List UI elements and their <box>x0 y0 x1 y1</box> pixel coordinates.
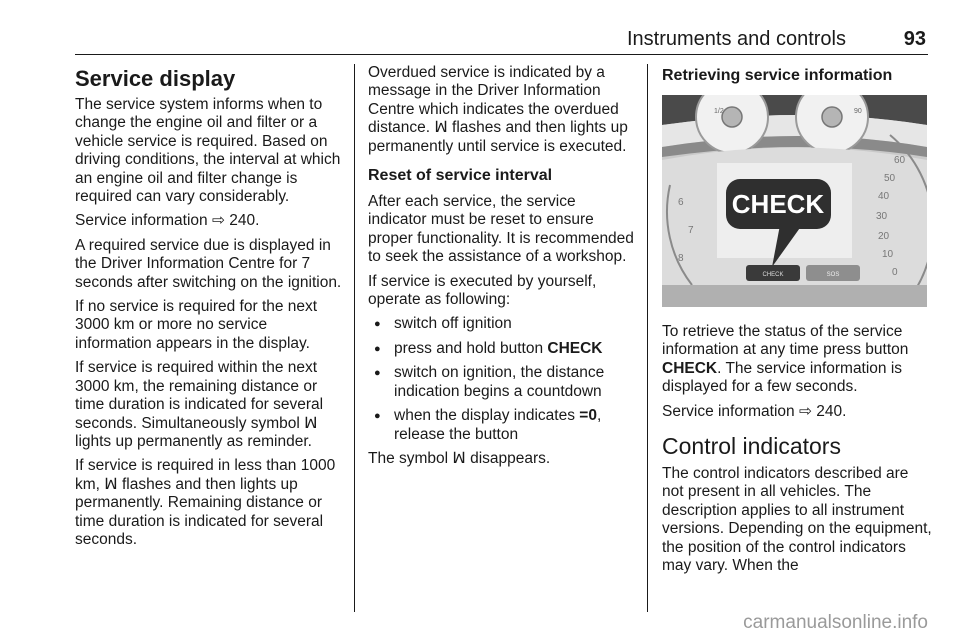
paragraph: Overdued service is indicated by a message in the Driver Information Centre which indicates the overdued distance. ꟽ flashes and then lights up permanently until service is executed. <box>368 64 628 155</box>
rpm-tick: 8 <box>678 253 684 264</box>
watermark: carmanualsonline.info <box>743 612 928 633</box>
column-divider <box>354 64 355 612</box>
page-number: 93 <box>903 28 926 50</box>
list-item: ● switch on ignition, the distance indication begins a countdown <box>368 364 638 401</box>
speed-tick: 40 <box>878 191 890 202</box>
page-header <box>75 24 928 55</box>
check-callout-label: CHECK <box>731 189 825 219</box>
speed-tick: 10 <box>882 249 894 260</box>
speed-tick: 0 <box>892 267 898 278</box>
subheading-retrieving-service-information: Retrieving service information <box>662 67 893 84</box>
section-heading-control-indicators: Control indicators <box>662 433 841 460</box>
sos-button-label: SOS <box>826 272 840 278</box>
speed-tick: 50 <box>884 173 896 184</box>
steps-list <box>368 315 638 443</box>
gauge-label: 90 <box>854 108 862 115</box>
rpm-tick: 6 <box>678 197 684 208</box>
gauge-label: 1/2 <box>714 108 724 115</box>
header-title: Instruments and controls <box>627 28 846 50</box>
paragraph: The service system informs when to change the engine oil and filter or a vehicle service is required. Based on driving conditions, the interval at which an engine oil and filter change is required can vary considerably. <box>75 96 341 206</box>
paragraph: A required service due is displayed in the Driver Information Centre for 7 seconds after switching on the ignition. <box>75 236 342 291</box>
instrument-cluster-illustration <box>662 95 927 307</box>
paragraph: To retrieve the status of the service information at any time press button CHECK. The service information is displayed for a few seconds. <box>662 323 909 396</box>
paragraph: If service is required in less than 1000 km, ꟽ flashes and then lights up permanently. Remaining distance or time duration is indicated for several seconds. <box>75 457 336 548</box>
paragraph: The control indicators described are not present in all vehicles. The description applies to all instrument versions. Depending on the equipment, the position of the control indicators may vary. When the <box>662 465 932 575</box>
paragraph: If service is executed by yourself, operate as following: <box>368 272 597 309</box>
subheading-reset-service-interval: Reset of service interval <box>368 167 553 185</box>
paragraph: The symbol ꟽ disappears. <box>368 449 551 467</box>
rpm-tick: 7 <box>688 225 694 236</box>
speed-tick: 30 <box>876 211 888 222</box>
column-3 <box>662 64 932 581</box>
speed-tick: 20 <box>878 231 890 242</box>
section-heading-service-display: Service display <box>75 66 236 91</box>
list-item: ● press and hold button CHECK <box>368 340 638 358</box>
column-divider <box>647 64 648 612</box>
paragraph: If no service is required for the next 3000 km or more no service information appears in the display. <box>75 298 318 352</box>
cross-reference: Service information ⇨ 240. <box>662 402 847 420</box>
paragraph: After each service, the service indicator must be reset to ensure proper functionality. It is recommended to seek the assistance of a workshop. <box>368 193 634 266</box>
check-button-label: CHECK <box>762 272 784 278</box>
cross-reference: Service information ⇨ 240. <box>75 212 260 230</box>
column-2 <box>368 64 638 474</box>
speed-tick: 60 <box>894 155 906 166</box>
list-item: ● switch off ignition <box>368 315 638 333</box>
list-item: ● when the display indicates =0, release the button <box>368 407 638 444</box>
paragraph: If service is required within the next 3000 km, the remaining distance or time duration is indicated for several seconds. Simultaneously symbol ꟽ lights up permanently as reminder. <box>75 359 324 450</box>
instrument-cluster-figure <box>662 95 927 307</box>
column-1 <box>75 64 347 555</box>
